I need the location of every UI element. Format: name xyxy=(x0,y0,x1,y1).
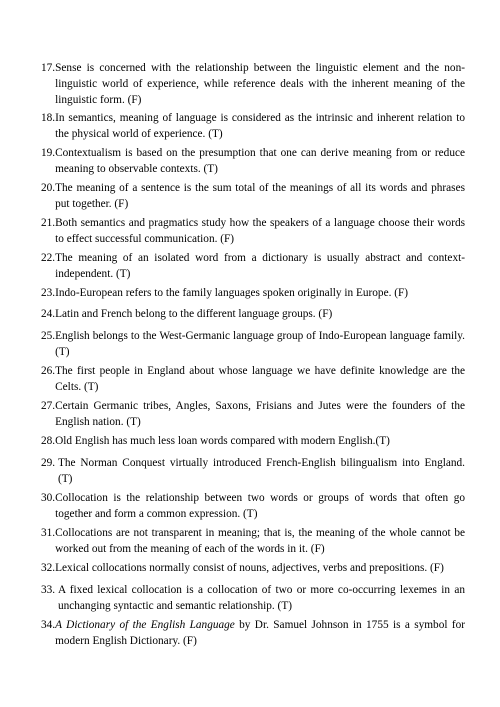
statement-number: 17. xyxy=(41,62,56,74)
statement-29 xyxy=(41,455,465,487)
statement-27 xyxy=(41,398,465,430)
statement-number: 22. xyxy=(41,252,56,264)
statement-number: 27. xyxy=(41,400,56,412)
statement-number: 33. xyxy=(41,584,58,596)
statement-number: 18. xyxy=(41,112,56,124)
statement-text: In semantics, meaning of language is considered as the intrinsic and inherent relation to the physical world of experience. (T) xyxy=(55,112,465,140)
statement-32 xyxy=(41,560,465,576)
statement-26 xyxy=(41,363,465,395)
statement-number: 31. xyxy=(41,527,56,539)
statement-24 xyxy=(41,306,465,322)
statement-text: The meaning of an isolated word from a dictionary is usually abstract and context-independent. (T) xyxy=(55,252,465,280)
statement-number: 21. xyxy=(41,217,56,229)
statement-number: 20. xyxy=(41,182,56,194)
statement-20 xyxy=(41,180,465,212)
statement-text: Lexical collocations normally consist of nouns, adjectives, verbs and prepositions. (F) xyxy=(55,562,444,574)
statement-25 xyxy=(41,328,465,360)
statement-33 xyxy=(41,582,465,614)
statement-number: 29. xyxy=(41,457,58,469)
book-title: A Dictionary of the English Language xyxy=(55,619,235,631)
statement-21 xyxy=(41,215,465,247)
statement-18 xyxy=(41,110,465,142)
statement-text-rest: by Dr. Samuel Johnson in 1755 is a symbol for modern English Dictionary. (F) xyxy=(55,619,466,647)
statement-number: 19. xyxy=(41,147,56,159)
statement-31 xyxy=(41,525,465,557)
statement-number: 23. xyxy=(41,287,56,299)
statement-text: Certain Germanic tribes, Angles, Saxons, Frisians and Jutes were the founders of the English nation. (T) xyxy=(55,400,465,428)
statement-19 xyxy=(41,145,465,177)
statement-text: English belongs to the West-Germanic language group of Indo-European language family. (T) xyxy=(55,330,465,358)
statement-text: Indo-European refers to the family languages spoken originally in Europe. (F) xyxy=(55,287,409,299)
statement-text: Collocations are not transparent in meaning; that is, the meaning of the whole cannot be worked out from the meaning of each of the words in it. (F) xyxy=(55,527,465,555)
statement-text: Contextualism is based on the presumption that one can derive meaning from or reduce meaning to observable contexts. (T) xyxy=(55,147,465,175)
statement-30 xyxy=(41,490,465,522)
statement-28 xyxy=(41,433,465,449)
statement-text: Collocation is the relationship between two words or groups of words that often go together and form a common expression. (T) xyxy=(55,492,465,520)
statement-23 xyxy=(41,285,465,301)
statement-text: A fixed lexical collocation is a collocation of two or more co-occurring lexemes in an unchanging syntactic and semantic relationship. (T) xyxy=(57,584,465,612)
statement-text: Latin and French belong to the different language groups. (F) xyxy=(55,308,333,320)
statement-text: Sense is concerned with the relationship between the linguistic element and the non-linguistic world of experience, while reference deals with the inherent meaning of the linguistic form. (F) xyxy=(55,62,465,106)
statement-text: The meaning of a sentence is the sum total of the meanings of all its words and phrases put together. (F) xyxy=(55,182,465,210)
statement-text: The first people in England about whose language we have definite knowledge are the Celts. (T) xyxy=(55,365,465,393)
statement-number: 25. xyxy=(41,330,56,342)
statement-number: 26. xyxy=(41,365,56,377)
statement-22 xyxy=(41,250,465,282)
statement-number: 32. xyxy=(41,562,56,574)
statement-text: The Norman Conquest virtually introduced French-English bilingualism into England. (T) xyxy=(57,457,465,485)
statement-number: 24. xyxy=(41,308,56,320)
statement-number: 34. xyxy=(41,619,56,631)
statement-34 xyxy=(41,617,465,649)
statement-17 xyxy=(41,60,465,108)
statement-text: Both semantics and pragmatics study how the speakers of a language choose their words to effect successful communication. (F) xyxy=(55,217,465,245)
statement-text xyxy=(55,617,465,649)
statement-number: 30. xyxy=(41,492,56,504)
statement-number: 28. xyxy=(41,435,56,447)
statement-text: Old English has much less loan words compared with modern English.(T) xyxy=(55,435,390,447)
